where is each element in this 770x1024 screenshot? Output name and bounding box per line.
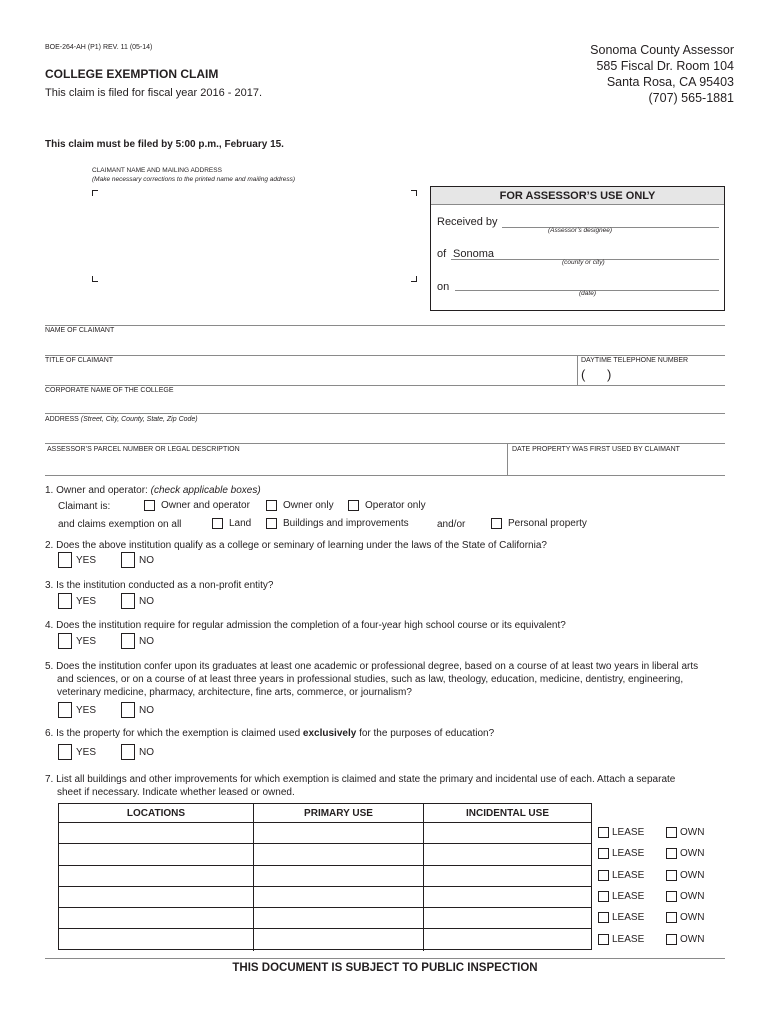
no-label: NO [139,635,154,647]
claimant-address-area[interactable] [92,190,417,282]
primary-use-cell[interactable] [254,866,424,886]
checkbox[interactable] [666,912,677,923]
incidental-use-cell[interactable] [424,823,591,843]
lease-option[interactable] [598,870,666,881]
divider [45,475,725,476]
own-label: OWN [680,933,705,945]
checkbox[interactable] [212,518,223,529]
checkbox[interactable] [266,518,277,529]
own-label: OWN [680,827,705,839]
lease-label: LEASE [612,912,645,924]
checkbox[interactable] [598,891,609,902]
primary-use-cell[interactable] [254,844,424,864]
q5-yes[interactable] [58,702,96,718]
address-label-text: ADDRESS [45,416,79,423]
divider [45,958,725,959]
corporate-name-field[interactable] [45,397,725,413]
no-label: NO [139,595,154,607]
title-of-claimant-field[interactable] [45,367,575,384]
location-cell[interactable] [59,887,254,907]
own-label: OWN [680,891,705,903]
incidental-use-cell[interactable] [424,887,591,907]
lease-label: LEASE [612,827,645,839]
no-label: NO [139,704,154,716]
of-value: Sonoma [453,248,494,260]
checkbox[interactable] [58,593,72,609]
q1-opt-land[interactable] [212,518,251,529]
own-label: OWN [680,848,705,860]
q4-text: 4. Does the institution require for regular admission the completion of a four-year high school course or its equivalent? [45,620,566,631]
q7-line1: 7. List all buildings and other improvements for which exemption is claimed and state the primary and incidental use of each. Attach a separate [45,774,676,785]
checkbox[interactable] [58,633,72,649]
assessor-use-box [430,186,725,311]
location-cell[interactable] [59,908,254,928]
primary-use-cell[interactable] [254,908,424,928]
q6-yes[interactable] [58,744,96,760]
table-row [59,844,591,865]
checkbox[interactable] [58,552,72,568]
table-body [59,823,591,951]
yes-label: YES [76,635,97,647]
own-option[interactable] [666,827,704,838]
divider [45,443,725,444]
date-first-used-label: DATE PROPERTY WAS FIRST USED BY CLAIMANT [512,446,680,453]
q2-yes[interactable] [58,552,96,568]
no-label: NO [139,554,154,566]
q5-line1: 5. Does the institution confer upon its graduates at least one academic or professional degree, based on a course of at least two years in liberal arts [45,661,699,672]
q1-andor: and/or [437,519,466,530]
checkbox[interactable] [121,552,135,568]
divider [45,385,725,386]
divider [45,325,725,326]
q1-opt-owner-operator-label: Owner and operator [161,500,250,511]
lease-option[interactable] [598,891,666,902]
checkbox[interactable] [491,518,502,529]
checkbox[interactable] [666,827,677,838]
q3-no[interactable] [121,593,154,609]
col-incidental-use: INCIDENTAL USE [466,808,549,819]
location-cell[interactable] [59,866,254,886]
q1-hint: (check applicable boxes) [150,485,261,496]
assessor-address-line2: 585 Fiscal Dr. Room 104 [596,59,734,73]
filing-deadline: This claim must be filed by 5:00 p.m., February 15. [45,139,284,150]
parcel-label: ASSESSOR’S PARCEL NUMBER OR LEGAL DESCRIPTION [47,446,240,453]
yes-label: YES [76,746,97,758]
checkbox[interactable] [598,912,609,923]
title-of-claimant-label: TITLE OF CLAIMANT [45,357,114,364]
q1-text [45,485,261,496]
parcel-field[interactable] [45,456,505,474]
fiscal-year: This claim is filed for fiscal year 2016 - 2017. [45,87,263,99]
checkbox[interactable] [58,702,72,718]
own-label: OWN [680,912,705,924]
q1-opt-owner-only-label: Owner only [283,500,334,511]
name-of-claimant-label: NAME OF CLAIMANT [45,327,115,334]
on-label: on [437,281,450,293]
own-label: OWN [680,869,705,881]
form-id: BOE-264-AH (P1) REV. 11 (05-14) [45,44,153,51]
of-sub: (county or city) [562,259,605,266]
checkbox[interactable] [598,934,609,945]
checkbox[interactable] [598,870,609,881]
incidental-use-cell[interactable] [424,908,591,928]
q4-yes[interactable] [58,633,96,649]
assessor-address [590,42,734,106]
checkbox[interactable] [58,744,72,760]
own-option[interactable] [666,848,704,859]
table-row [59,866,591,887]
q1-and-claims: and claims exemption on all [58,519,182,530]
q1-opt-buildings[interactable] [266,518,409,529]
q5-line2: and sciences, or on a course of at least three years in professional studies, such as law, theology, education, medicine, dentistry, engineering, [57,674,684,685]
q1-opt-buildings-label: Buildings and improvements [283,518,409,529]
q7-line2: sheet if necessary. Indicate whether leased or owned. [57,787,295,798]
q5-line3: veterinary medicine, pharmacy, architecture, fine arts, commerce, or journalism? [57,687,412,698]
own-option[interactable] [666,870,704,881]
checkbox[interactable] [666,848,677,859]
checkbox[interactable] [348,500,359,511]
checkbox[interactable] [598,827,609,838]
page-title: COLLEGE EXEMPTION CLAIM [45,67,219,81]
lease-option[interactable] [598,827,666,838]
col-locations: LOCATIONS [59,804,254,822]
checkbox[interactable] [666,870,677,881]
own-option[interactable] [666,891,704,902]
table-row [59,908,591,929]
date-first-used-field[interactable] [510,456,725,474]
q3-yes[interactable] [58,593,96,609]
no-label: NO [139,746,154,758]
assessor-address-line3: Santa Rosa, CA 95403 [606,75,734,89]
q5-no[interactable] [121,702,154,718]
daytime-phone-field[interactable]: ( ) [581,367,612,382]
lease-own-pair [598,928,718,949]
lease-own-pair [598,843,718,864]
received-by-label: Received by [437,216,498,228]
q6-text [45,728,494,739]
address-label [45,416,198,423]
improvements-table [58,803,592,950]
checkbox[interactable] [666,891,677,902]
q2-text: 2. Does the above institution qualify as a college or seminary of learning under the laws of the State of California? [45,540,547,551]
primary-use-cell[interactable] [254,929,424,950]
claimant-sublabel: (Make necessary corrections to the printed name and mailing address) [92,176,296,183]
primary-use-cell[interactable] [254,887,424,907]
q1-claimant-is: Claimant is: [58,501,111,512]
location-cell[interactable] [59,823,254,843]
checkbox[interactable] [121,593,135,609]
q6-no[interactable] [121,744,154,760]
q1-opt-land-label: Land [229,518,252,529]
on-sub: (date) [579,290,596,297]
of-label: of [437,248,447,260]
q2-no[interactable] [121,552,154,568]
lease-label: LEASE [612,933,645,945]
q6-tail: for the purposes of education? [359,728,495,739]
table-header [59,804,591,823]
q7-text [45,773,675,799]
q4-no[interactable] [121,633,154,649]
name-of-claimant-field[interactable] [45,337,725,355]
incidental-use-cell[interactable] [424,866,591,886]
address-hint: (Street, City, County, State, Zip Code) [80,416,198,423]
lease-label: LEASE [612,869,645,881]
claimant-label: CLAIMANT NAME AND MAILING ADDRESS [92,167,222,174]
q1-opt-operator-only[interactable] [348,500,426,511]
q1-opt-personal-label: Personal property [508,518,587,529]
lease-own-pair [598,907,718,928]
q5-text [45,660,698,699]
checkbox[interactable] [266,500,277,511]
table-row [59,887,591,908]
footer-notice: THIS DOCUMENT IS SUBJECT TO PUBLIC INSPECTION [232,962,538,974]
lease-own-pair [598,822,718,843]
received-by-sub: (Assessor’s designee) [548,227,613,234]
lease-option[interactable] [598,848,666,859]
lease-option[interactable] [598,934,666,945]
checkbox[interactable] [666,934,677,945]
primary-use-cell[interactable] [254,823,424,843]
incidental-use-cell[interactable] [424,844,591,864]
location-cell[interactable] [59,929,254,950]
corporate-name-label: CORPORATE NAME OF THE COLLEGE [45,387,174,394]
q3-text: 3. Is the institution conducted as a non-profit entity? [45,580,274,591]
divider [45,355,725,356]
incidental-use-cell[interactable] [424,929,591,950]
lease-label: LEASE [612,848,645,860]
own-option[interactable] [666,934,704,945]
divider [507,443,508,475]
q1-opt-owner-operator[interactable] [144,500,250,511]
divider [577,355,578,385]
q1-opt-owner-only[interactable] [266,500,334,511]
table-row [59,823,591,844]
claimant-box-label [92,166,295,184]
q6-lead: 6. Is the property for which the exemption is claimed used [45,728,301,739]
q6-emph: exclusively [302,728,357,739]
lease-own-column [598,822,718,950]
lease-own-pair [598,865,718,886]
yes-label: YES [76,704,97,716]
checkbox[interactable] [144,500,155,511]
checkbox[interactable] [598,848,609,859]
checkbox[interactable] [121,702,135,718]
assessor-address-line1: Sonoma County Assessor [590,43,734,57]
lease-own-pair [598,886,718,907]
daytime-phone-label: DAYTIME TELEPHONE NUMBER [581,357,689,364]
divider [45,413,725,414]
checkbox[interactable] [121,633,135,649]
lease-option[interactable] [598,912,666,923]
q1-opt-operator-only-label: Operator only [365,500,426,511]
assessor-use-title: FOR ASSESSOR’S USE ONLY [431,187,724,205]
yes-label: YES [76,554,97,566]
assessor-address-line4: (707) 565-1881 [648,91,734,105]
own-option[interactable] [666,912,704,923]
yes-label: YES [76,595,97,607]
lease-label: LEASE [612,891,645,903]
address-field[interactable] [45,426,725,442]
col-primary-use: PRIMARY USE [254,804,424,822]
location-cell[interactable] [59,844,254,864]
table-row [59,929,591,950]
checkbox[interactable] [121,744,135,760]
q1-opt-personal[interactable] [491,518,587,529]
q1-label: 1. Owner and operator: [45,485,148,496]
